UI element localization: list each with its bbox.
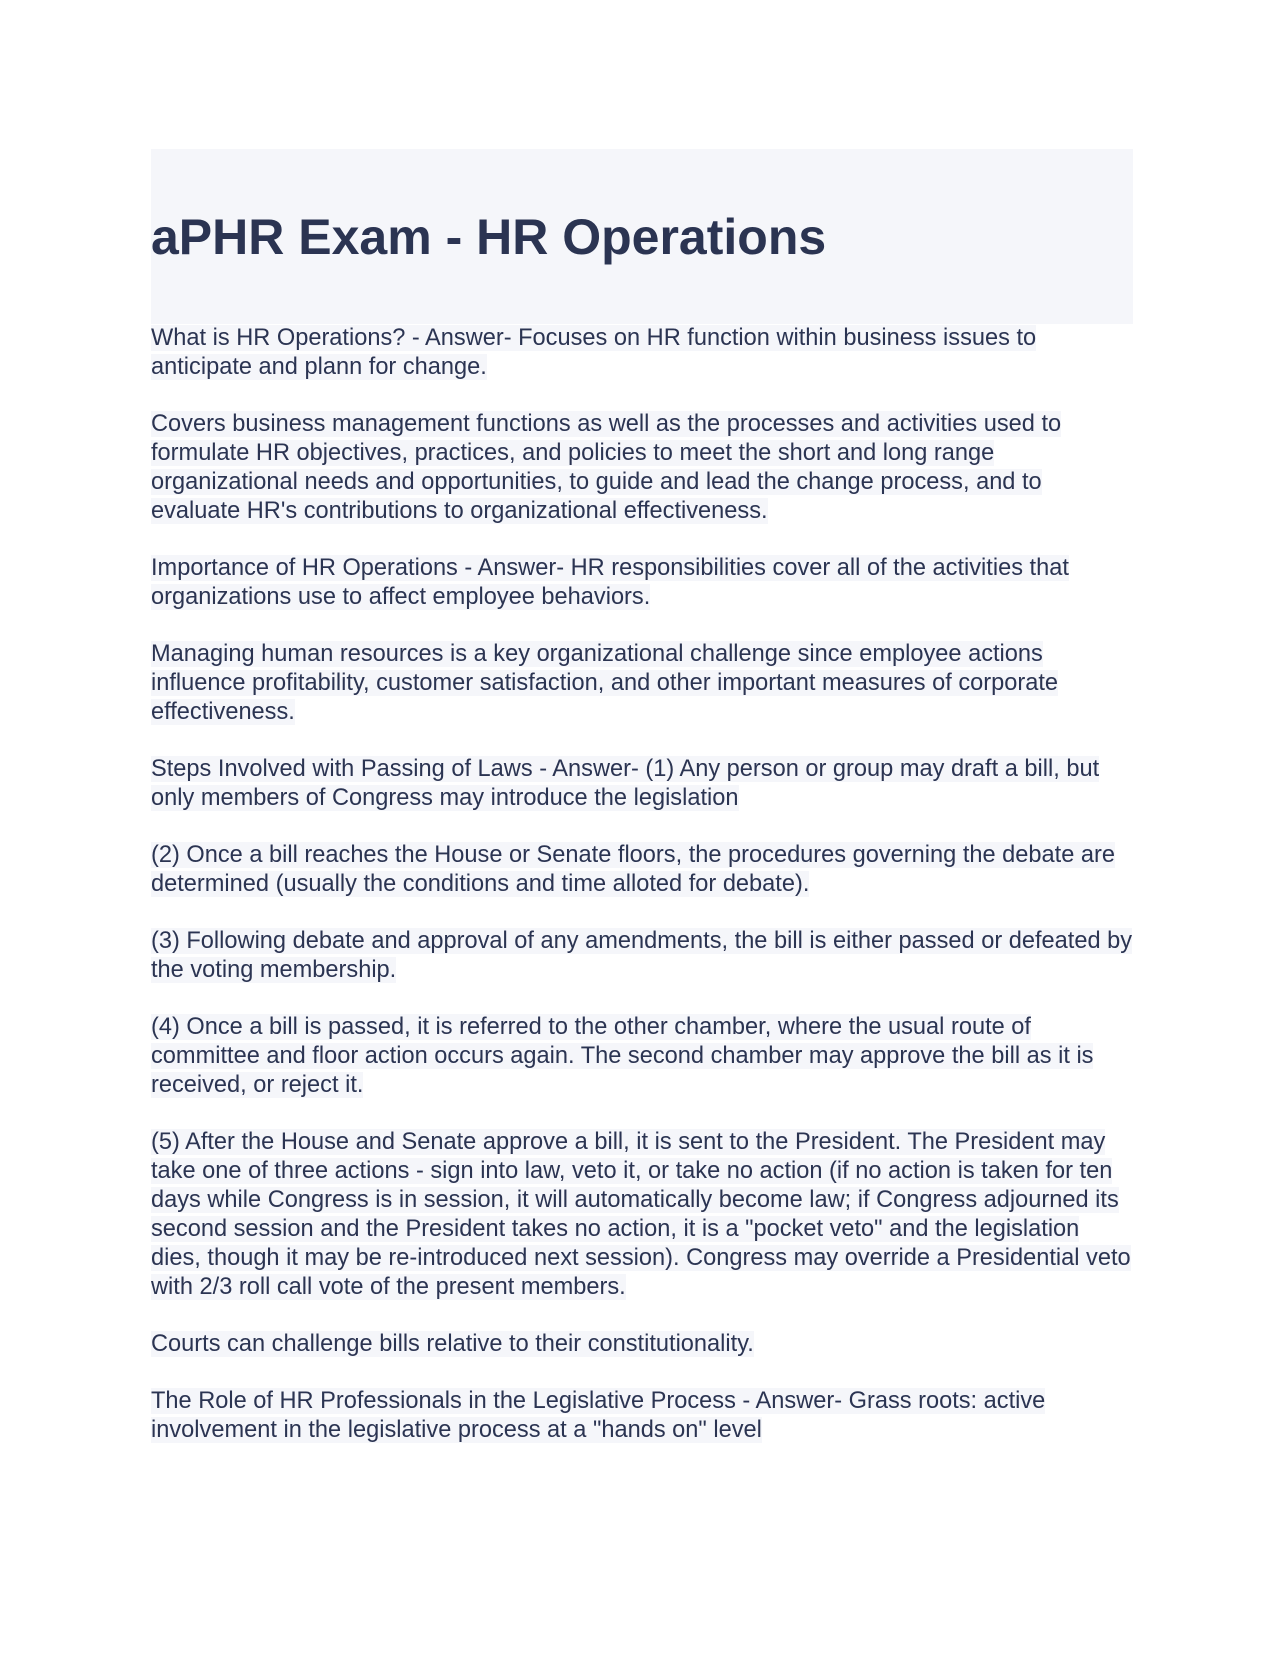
document-title: aPHR Exam - HR Operations (151, 209, 827, 265)
paragraph (151, 554, 1133, 612)
paragraph-text: The Role of HR Professionals in the Legislative Process - Answer- Grass roots: active involvement in the legislative process at a "hands on" level (151, 1388, 1046, 1443)
paragraph (151, 1330, 1133, 1359)
paragraph (151, 1013, 1133, 1100)
document-content (151, 324, 1133, 1445)
paragraph-text: What is HR Operations? - Answer- Focuses on HR function within business issues to anticipate and plann for change. (151, 325, 1037, 380)
paragraph-text: Covers business management functions as well as the processes and activities used to formulate HR objectives, practices, and policies to meet the short and long range organizational needs and opportunities, to guide and lead the change process, and to evaluate HR's contributions to organizational effectiveness. (151, 411, 1062, 524)
paragraph (151, 1128, 1133, 1302)
paragraph-text: Courts can challenge bills relative to their constitutionality. (151, 1331, 754, 1357)
paragraph (151, 324, 1133, 382)
paragraph-text: (2) Once a bill reaches the House or Senate floors, the procedures governing the debate are determined (usually the conditions and time alloted for debate). (151, 842, 1115, 897)
paragraph-text: Importance of HR Operations - Answer- HR responsibilities cover all of the activities that organizations use to affect employee behaviors. (151, 555, 1069, 610)
paragraph (151, 841, 1133, 899)
paragraph-text: (3) Following debate and approval of any amendments, the bill is either passed or defeated by the voting membership. (151, 928, 1133, 983)
paragraph-text: Steps Involved with Passing of Laws - Answer- (1) Any person or group may draft a bill, but only members of Congress may introduce the legislation (151, 756, 1100, 811)
paragraph-text: (5) After the House and Senate approve a bill, it is sent to the President. The President may take one of three actions - sign into law, veto it, or take no action (if no action is taken for ten days while Congress is in session, it will automatically become law; if Congress adjourned its second session and the President takes no action, it is a "pocket veto" and the legislation dies, though it may be re-introduced next session). Congress may override a Presidential veto with 2/3 roll call vote of the present members. (151, 1129, 1131, 1300)
paragraph-text: (4) Once a bill is passed, it is referred to the other chamber, where the usual route of committee and floor action occurs again. The second chamber may approve the bill as it is received, or reject it. (151, 1014, 1094, 1098)
title-block (151, 149, 1133, 324)
paragraph (151, 927, 1133, 985)
paragraph (151, 1387, 1133, 1445)
paragraph (151, 640, 1133, 727)
paragraph (151, 755, 1133, 813)
paragraph (151, 410, 1133, 526)
document-page (151, 149, 1133, 1473)
paragraph-text: Managing human resources is a key organizational challenge since employee actions influence profitability, customer satisfaction, and other important measures of corporate effectiveness. (151, 641, 1059, 725)
